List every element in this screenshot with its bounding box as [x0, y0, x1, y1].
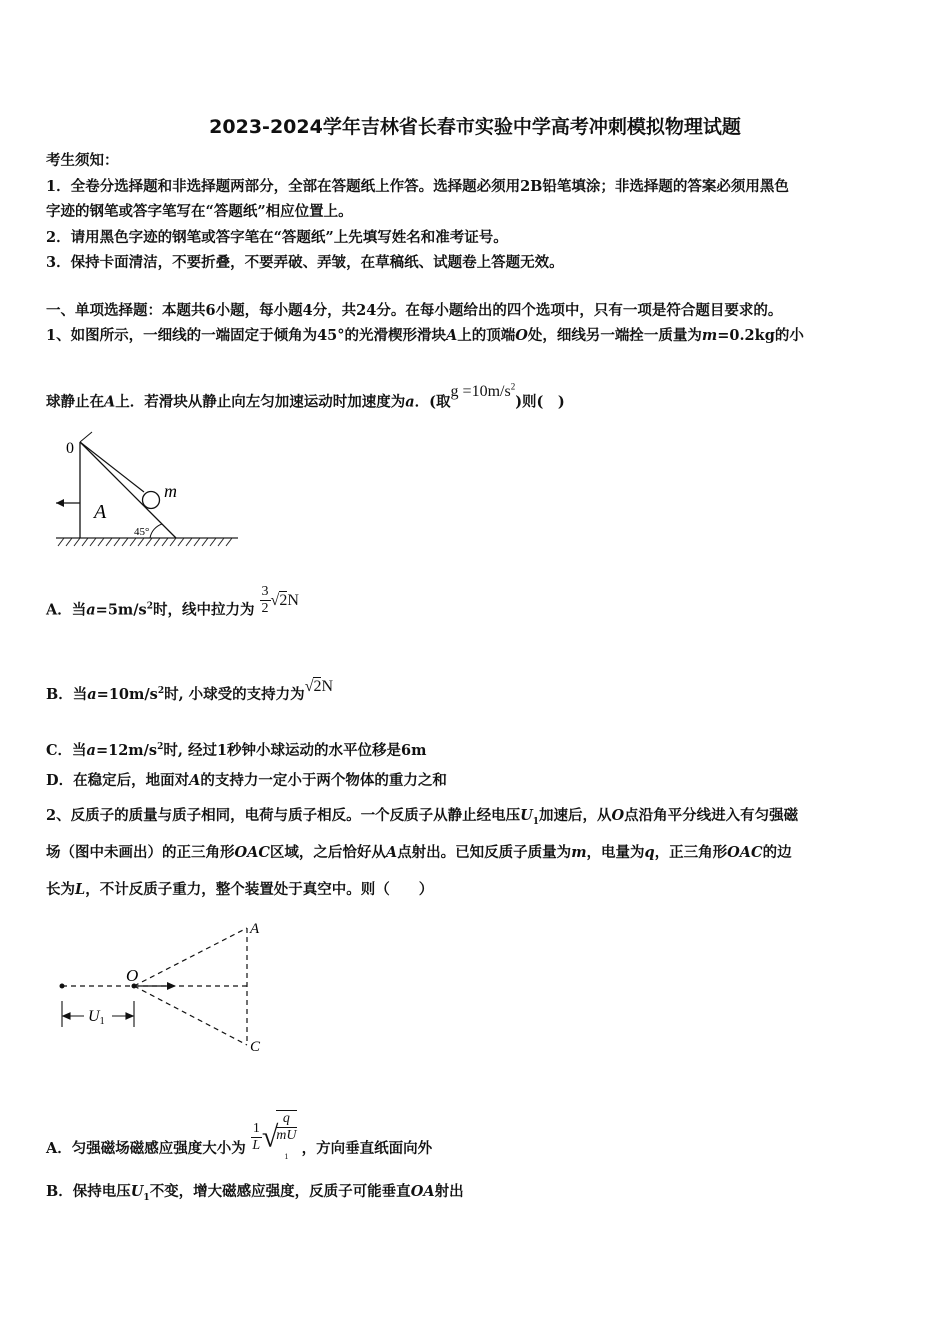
label-U: U1 [88, 1008, 105, 1027]
q1-option-b: B．当$a=10m/s^2$时, 小球受的支持力为√2N [46, 677, 334, 703]
triangle-figure [50, 915, 280, 1060]
q1-text: ．(取 [414, 393, 451, 411]
q2-option-a: A．匀强磁场磁感应强度大小为 $\frac{1}{L}$ √ q mU $_1$ ，方向垂直纸面向外 [46, 1110, 432, 1156]
left-arrow-icon [56, 499, 80, 507]
q1-text: 1、如图所示，一细线的一端固定于倾角为45°的光滑楔形滑块 [46, 327, 447, 344]
q1-var: O [515, 327, 528, 344]
ground-hatch [56, 538, 238, 546]
q1-stem-line1 [46, 325, 804, 347]
q1-var: A [446, 327, 458, 344]
q2-stem-line2: 场（图中未画出）的正三角形OAC区域，之后恰好从A点射出。已知反质子质量为m，电量为q，正三角形OAC的边 [46, 844, 792, 861]
pivot-mark [80, 432, 92, 442]
q1-var: a [405, 393, 415, 411]
q1-stem-line2 [46, 382, 565, 413]
q1-var: A [104, 393, 116, 411]
sqrt-expr: √2N [270, 591, 299, 609]
q2-option-b: B．保持电压$U_1$不变，增大磁感应强度，反质子可能垂直OA射出 [46, 1183, 464, 1203]
g-value: $g =10m/s^2$ [450, 382, 516, 401]
notice-item: 1．全卷分选择题和非选择题两部分，全部在答题纸上作答。选择题必须用2B铅笔填涂；非选择题的答案必须用黑色 [46, 178, 789, 195]
wedge-block [80, 442, 176, 538]
label-A: A [250, 921, 260, 937]
sqrt-expr: √2N [304, 677, 334, 695]
q1-option-a: A．当$a=5m/s^2$时，线中拉力为 $\frac{3}{2}$ √2N [46, 584, 299, 619]
q2-stem-line3: 长为L，不计反质子重力，整个装置处于真空中。则（ ） [46, 881, 434, 898]
q1-text: 球静止在 [46, 393, 104, 411]
label-O: O [126, 966, 139, 985]
notice-item: 2．请用黑色字迹的钢笔或答字笔在“答题纸”上先填写姓名和准考证号。 [46, 229, 508, 246]
ball [143, 492, 160, 509]
q2-stem-line1: 2、反质子的质量与质子相同，电荷与质子相反。一个反质子从静止经电压$U_1$加速后，从O点沿角平分线进入有匀强磁 [46, 807, 799, 827]
string [80, 442, 144, 492]
q1-text: 上．若滑块从静止向左匀加速运动时加速度为 [115, 393, 406, 411]
notice-item: 3．保持卡面清洁，不要折叠，不要弄破、弄皱，在草稿纸、试题卷上答题无效。 [46, 254, 564, 271]
start-point [60, 984, 65, 989]
sqrt-icon: √ [261, 1120, 279, 1154]
q1-text: =0.2kg的小 [717, 327, 804, 344]
fraction: $\frac{3}{2}$ [261, 584, 269, 616]
q1-text: )则( ) [515, 393, 565, 411]
page-title: 2023-2024学年吉林省长春市实验中学高考冲刺模拟物理试题 [209, 116, 741, 138]
wedge-figure [52, 430, 242, 555]
notice-heading: 考生须知： [46, 152, 119, 169]
fraction: q mU $_1$ [276, 1110, 296, 1165]
q1-option-c: C．当$a=12m/s^2$时, 经过1秒钟小球运动的水平位移是6m [46, 741, 427, 759]
label-O: 0 [66, 440, 74, 457]
label-C: C [250, 1039, 261, 1055]
notice-item: 字迹的钢笔或答字笔写在“答题纸”相应位置上。 [46, 203, 353, 220]
label-angle: 45° [134, 526, 150, 538]
label-A: A [94, 501, 107, 523]
q1-option-d: D．在稳定后，地面对A的支持力一定小于两个物体的重力之和 [46, 772, 447, 789]
q1-var: m [701, 327, 718, 344]
velocity-arrow-icon [134, 982, 176, 990]
label-m: m [164, 481, 177, 501]
angle-arc [150, 524, 162, 538]
q1-text: 处，细线另一端拴一质量为 [527, 327, 702, 344]
fraction: $\frac{1}{L}$ [252, 1120, 261, 1153]
q1-text: 上的顶端 [457, 327, 516, 344]
section-heading: 一、单项选择题：本题共6小题，每小题4分，共24分。在每小题给出的四个选项中，只有一项是符合题目要求的。 [46, 302, 783, 319]
